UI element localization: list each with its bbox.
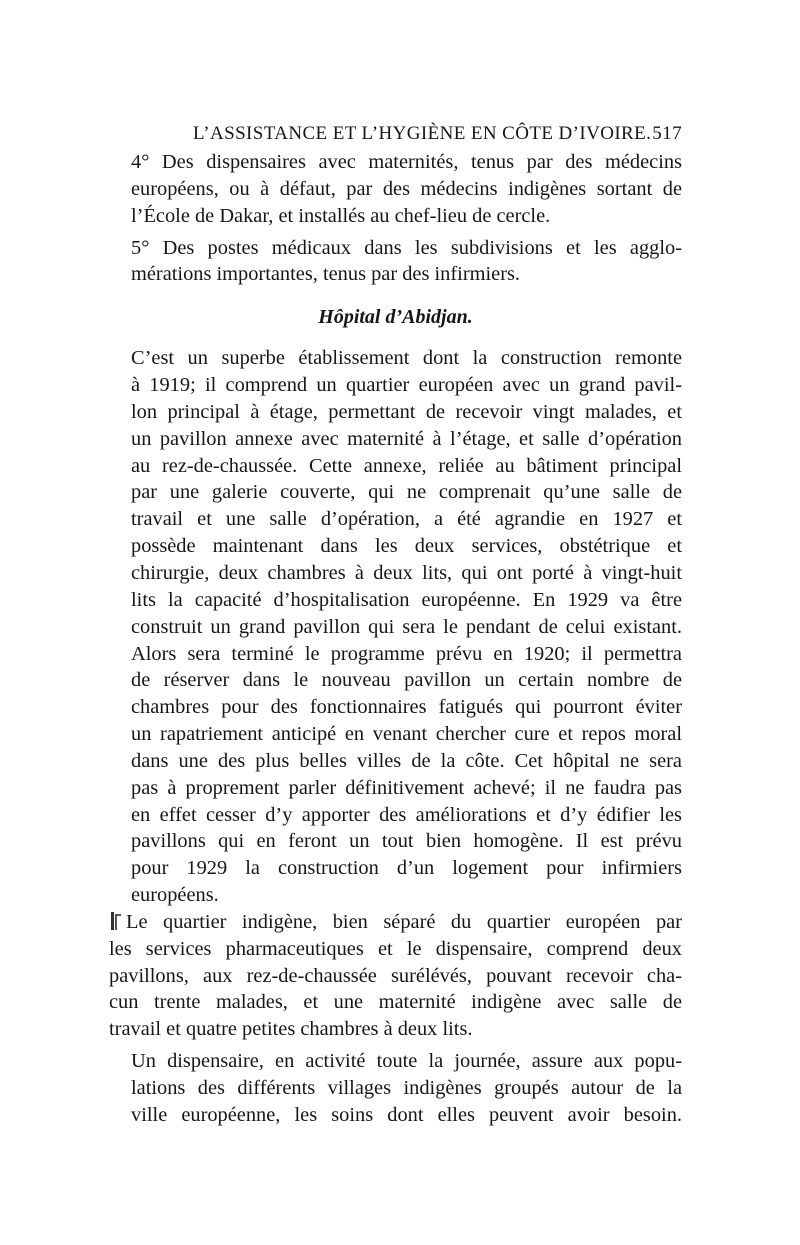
page-number: 517 [652,123,682,144]
text-line: en effet cesser d’y apporter des améliorations et d’y édifier les [131,803,682,826]
text-line: 4° Des dispensaires avec maternités, tenus par des médecins [131,151,682,173]
text-line: ville européenne, les soins dont elles peuvent avoir besoin. [131,1103,682,1126]
text-line: Alors sera terminé le programme prévu en 1920; il permettra [131,642,682,665]
book-page [109,119,682,1129]
text-line: au rez-de-chaussée. Cette annexe, reliée au bâtiment principal [131,454,682,477]
text-line: par une galerie couverte, qui ne comprenait qu’une salle de [131,481,682,504]
text-line: chirurgie, deux chambres à deux lits, qui ont porté à vingt-huit [131,561,682,584]
text-line: pas à proprement parler définitivement achevé; il ne faudra pas [131,776,682,799]
text-line: pavillons qui en feront un tout bien homogène. Il est prévu [131,830,682,853]
section-heading: Hôpital d’Abidjan. [318,306,473,329]
running-title: L’ASSISTANCE ET L’HYGIÈNE EN CÔTE D’IVOIRE. [193,123,652,144]
running-head [109,119,682,149]
text-line-with-mark [109,909,682,936]
text-line: européens. [131,884,219,907]
paragraph-dispensaire [109,1048,682,1129]
text-line: l’École de Dakar, et installés au chef-lieu de cercle. [131,204,551,227]
paragraph-quartier-indigene [109,909,682,1043]
text-line: mérations importantes, tenus par des infirmiers. [131,263,521,286]
paragraph-hopital [109,345,682,909]
text-line: pavillons, aux rez-de-chaussée surélévés, pouvant recevoir cha- [109,964,682,987]
text-line: travail et quatre petites chambres à deux lits. [109,1018,473,1041]
text-line: de réserver dans le nouveau pavillon un certain nombre de [131,669,682,692]
text-line: Un dispensaire, en activité toute la journée, assure aux popu- [131,1050,682,1073]
text-line: lon principal à étage, permettant de recevoir vingt malades, et [131,400,682,423]
text-line: un rapatriement anticipé en venant chercher cure et repos moral [131,723,682,746]
text-line: les services pharmaceutiques et le dispensaire, comprend deux [109,937,682,960]
text-line: dans une des plus belles villes de la côte. Cet hôpital ne sera [131,749,682,772]
text-line: Le quartier indigène, bien séparé du quartier européen par [126,910,682,933]
text-line: 5° Des postes médicaux dans les subdivisions et les agglo- [131,236,682,259]
text-line: pour 1929 la construction d’un logement pour infirmiers [131,857,682,880]
text-line: chambres pour des fonctionnaires fatigués qui pourront éviter [131,696,682,719]
text-line: à 1919; il comprend un quartier européen avec un grand pavil- [131,374,682,397]
text-line: C’est un superbe établissement dont la construction remonte [131,347,682,370]
text-line: cun trente malades, et une maternité indigène avec salle de [109,991,682,1014]
text-line: un pavillon annexe avec maternité à l’étage, et salle d’opération [131,427,682,450]
text-line: lits la capacité d’hospitalisation européenne. En 1929 va être [131,588,682,611]
paragraph-postes-medicaux [109,235,682,289]
text-line: européens, ou à défaut, par des médecins indigènes sortant de [131,177,682,200]
paragraph-mark-icon [109,912,120,930]
text-line: possède maintenant dans les deux services, obstétrique et [131,535,682,558]
text-line: lations des différents villages indigènes groupés autour de la [131,1077,682,1099]
text-line: construit un grand pavillon qui sera le pendant de celui existant. [131,615,682,638]
paragraph-dispensaires [109,149,682,230]
text-line: travail et une salle d’opération, a été agrandie en 1927 et [131,508,682,531]
